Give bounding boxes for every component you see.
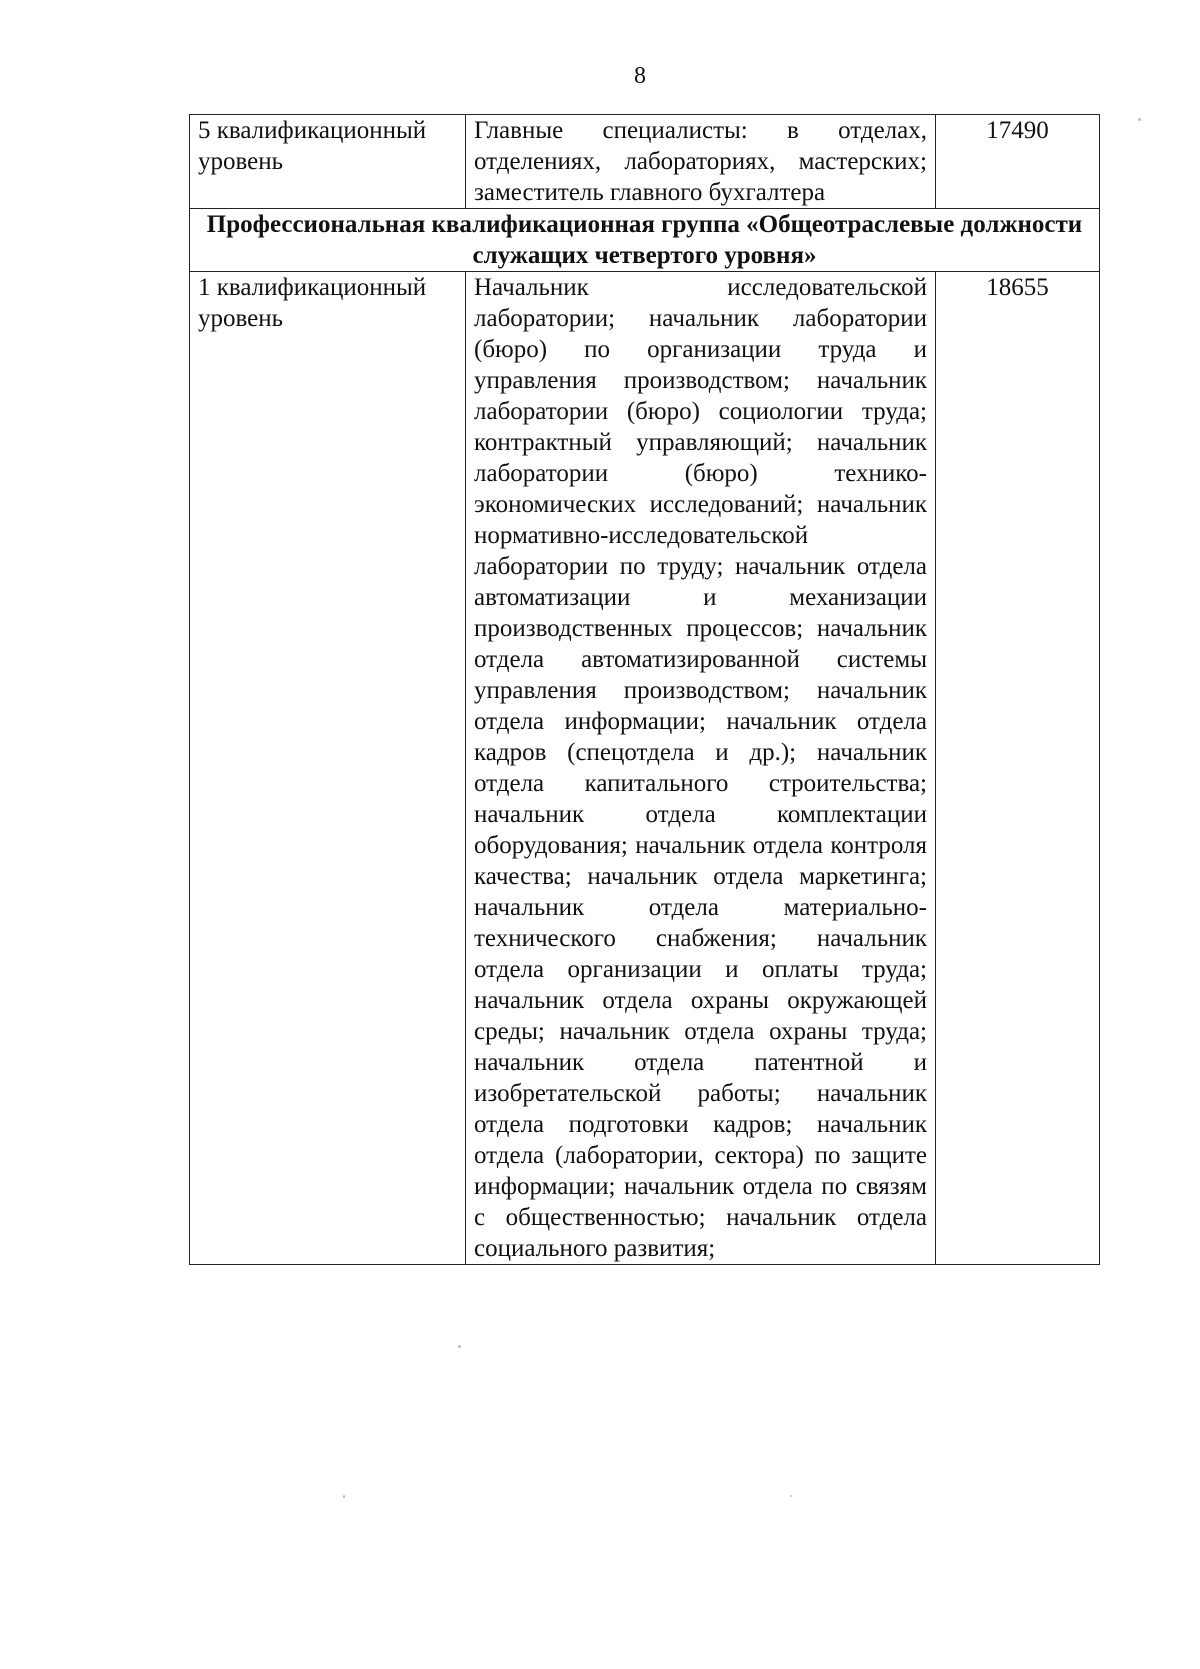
scan-speck xyxy=(1138,118,1141,121)
salary-table xyxy=(189,114,1100,1265)
table-row xyxy=(190,115,1100,209)
page-number: 8 xyxy=(634,63,646,89)
salary-amount-cell: 17490 xyxy=(936,115,1100,209)
salary-amount-cell: 18655 xyxy=(936,272,1100,1265)
scan-speck xyxy=(343,1495,345,1498)
group-header-row xyxy=(190,209,1100,272)
scan-speck xyxy=(458,1345,461,1348)
scan-speck xyxy=(790,1495,792,1497)
positions-cell: Начальник исследовательской лаборатории; начальник лаборатории (бюро) по организации труда и управления производством; начальник лаборатории (бюро) социологии труда; контрактный управляющий; начальник лаборатории (бюро) технико-экономических исследований; начальник нормативно-исследовательской лаборатории по труду; начальник отдела автоматизации и механизации производственных процессов; начальник отдела автоматизированной системы управления производством; начальник отдела информации; начальник отдела кадров (спецотдела и др.); начальник отдела капитального строительства; начальник отдела комплектации оборудования; начальник отдела контроля качества; начальник отдела маркетинга; начальник отдела материально-технического снабжения; начальник отдела организации и оплаты труда; начальник отдела охраны окружающей среды; начальник отдела охраны труда; начальник отдела патентной и изобретательской работы; начальник отдела подготовки кадров; начальник отдела (лаборатории, сектора) по защите информации; начальник отдела по связям с общественностью; начальник отдела социального развития; xyxy=(466,272,936,1265)
qualification-level-cell: 1 квалификационный уровень xyxy=(190,272,466,1265)
positions-cell: Главные специалисты: в отделах, отделениях, лабораториях, мастерских; заместитель главного бухгалтера xyxy=(466,115,936,209)
table-row xyxy=(190,272,1100,1265)
qualification-level-cell: 5 квалификационный уровень xyxy=(190,115,466,209)
professional-group-header: Профессиональная квалификационная группа «Общеотраслевые должности служащих четвертого уровня» xyxy=(190,209,1100,272)
